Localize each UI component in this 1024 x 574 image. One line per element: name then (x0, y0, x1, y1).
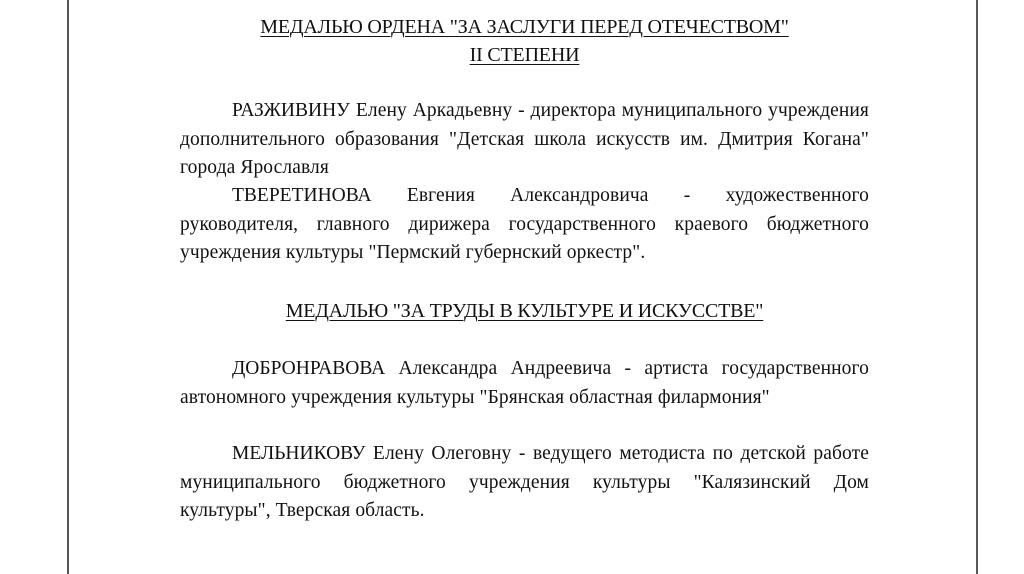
award-entry-paragraph (180, 97, 869, 183)
awardee-description: Александра Андреевича - артиста государственного автономного учреждения культуры "Брянская областная филармония" (180, 358, 869, 408)
awardee-description: Елену Олеговну - ведущего методиста по детской работе муниципального бюджетного учреждения культуры "Калязинский Дом культуры", Тверская область. (180, 443, 869, 521)
awardee-description: Евгения Александровича - художественного руководителя, главного дирижера государственного краевого бюджетного учреждения культуры "Пермский губернский оркестр". (180, 185, 869, 263)
section-heading-culture-arts-medal (180, 297, 869, 325)
award-entry-paragraph (180, 355, 869, 412)
awardee-surname: МЕЛЬНИКОВУ (232, 443, 366, 464)
awardee-surname: ДОБРОНРАВОВА (232, 358, 386, 379)
awardee-description: Елену Аркадьевну - директора муниципального учреждения дополнительного образования "Детская школа искусств им. Дмитрия Когана" города Ярославля (180, 100, 869, 178)
section-heading-order-merit-medal (180, 13, 869, 69)
award-entry-paragraph (180, 440, 869, 526)
heading-line-1: МЕДАЛЬЮ "ЗА ТРУДЫ В КУЛЬТУРЕ И ИСКУССТВЕ" (285, 300, 764, 322)
heading-line-2: II СТЕПЕНИ (469, 44, 580, 66)
heading-line-1: МЕДАЛЬЮ ОРДЕНА "ЗА ЗАСЛУГИ ПЕРЕД ОТЕЧЕСТВОМ" (260, 16, 789, 38)
page-border-right (976, 0, 978, 574)
awardee-surname: ТВЕРЕТИНОВА (232, 185, 372, 206)
award-entry-paragraph (180, 182, 869, 268)
awardee-surname: РАЗЖИВИНУ (232, 100, 350, 121)
page-border-left (67, 0, 69, 574)
